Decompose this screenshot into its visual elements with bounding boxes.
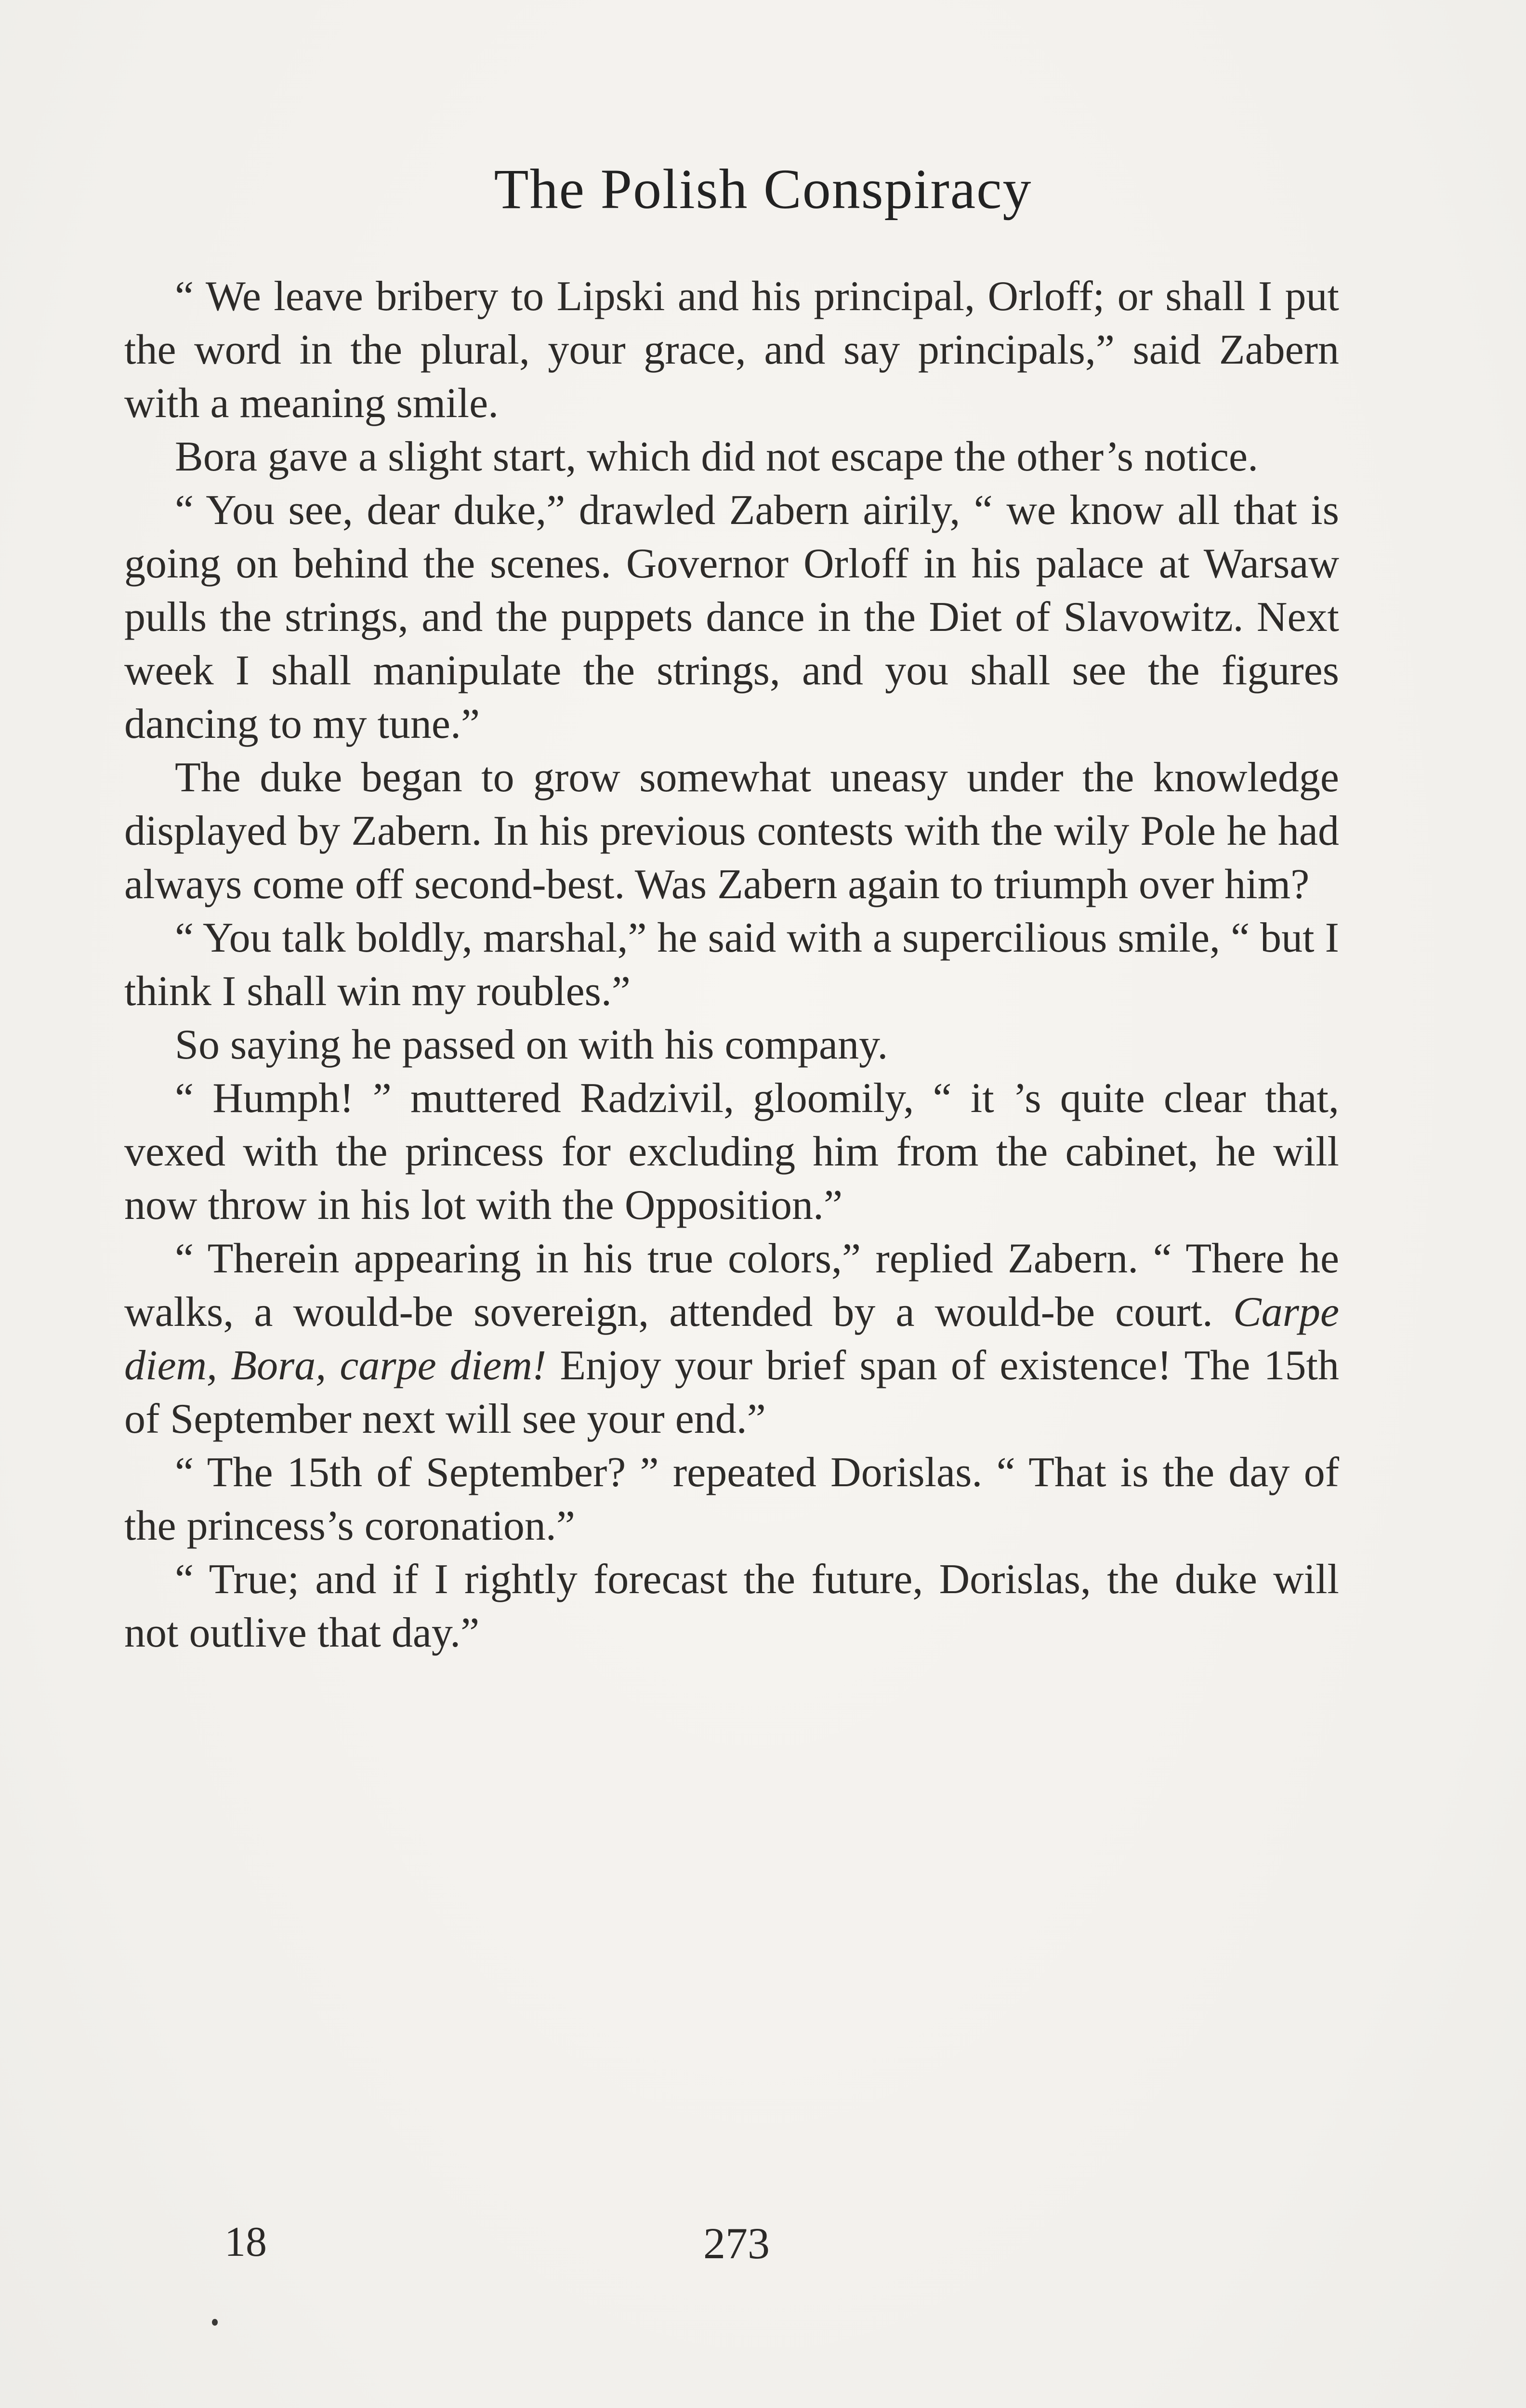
paragraph-7: “ Humph! ” muttered Radzivil, gloomily, “ it ’s quite clear that, vexed with the princess for excluding him from the cabinet, he will now throw in his lot with the Opposition.” <box>124 1075 1339 1229</box>
paragraph-9: “ The 15th of September? ” repeated Dorislas. “ That is the day of the princess’s coronation.” <box>124 1449 1339 1549</box>
paragraph-8-end: Enjoy your brief span of existence! The 15th of September next will see your end.” <box>124 1342 1339 1442</box>
paragraph-1: “ We leave bribery to Lipski and his principal, Orloff; or shall I put the word in the plural, your grace, and say principals,” said Zabern with a meaning smile. <box>124 273 1339 427</box>
running-head-title: The Polish Conspiracy <box>494 157 1032 221</box>
paragraph-3: “ You see, dear duke,” drawled Zabern airily, “ we know all that is going on behind the scenes. Governor Orloff in his palace at Warsaw pulls the strings, and the puppets dance in the Diet of Slavowitz. Next week I shall manipulate the strings, and you shall see the figures dancing to my tune.” <box>124 487 1339 747</box>
paragraph-5: “ You talk boldly, marshal,” he said with a supercilious smile, “ but I think I shall win my roubles.” <box>124 915 1339 1015</box>
paragraph-2: Bora gave a slight start, which did not escape the other’s notice. <box>175 433 1259 480</box>
paragraph-4: The duke began to grow somewhat uneasy under the knowledge displayed by Zabern. In his previous contests with the wily Pole he had always come off second-best. Was Zabern again to triumph over him? <box>124 754 1339 908</box>
latin-phrase: Carpe diem, Bora, carpe diem! <box>124 1289 1339 1389</box>
ink-speck <box>212 2319 218 2326</box>
paragraph-6: So saying he passed on with his company. <box>175 1021 888 1068</box>
signature-mark: 18 <box>224 2219 267 2265</box>
paragraph-10: “ True; and if I rightly forecast the future, Dorislas, the duke will not outlive that day.” <box>124 1556 1339 1656</box>
body-text <box>124 270 1339 1660</box>
paragraph-8 <box>124 1232 1339 1446</box>
page-number: 273 <box>703 2219 770 2268</box>
paragraph-8-start: “ Therein appearing in his true colors,” replied Zabern. “ There he walks, a would-be sovereign, attended by a would-be court. <box>124 1235 1339 1335</box>
